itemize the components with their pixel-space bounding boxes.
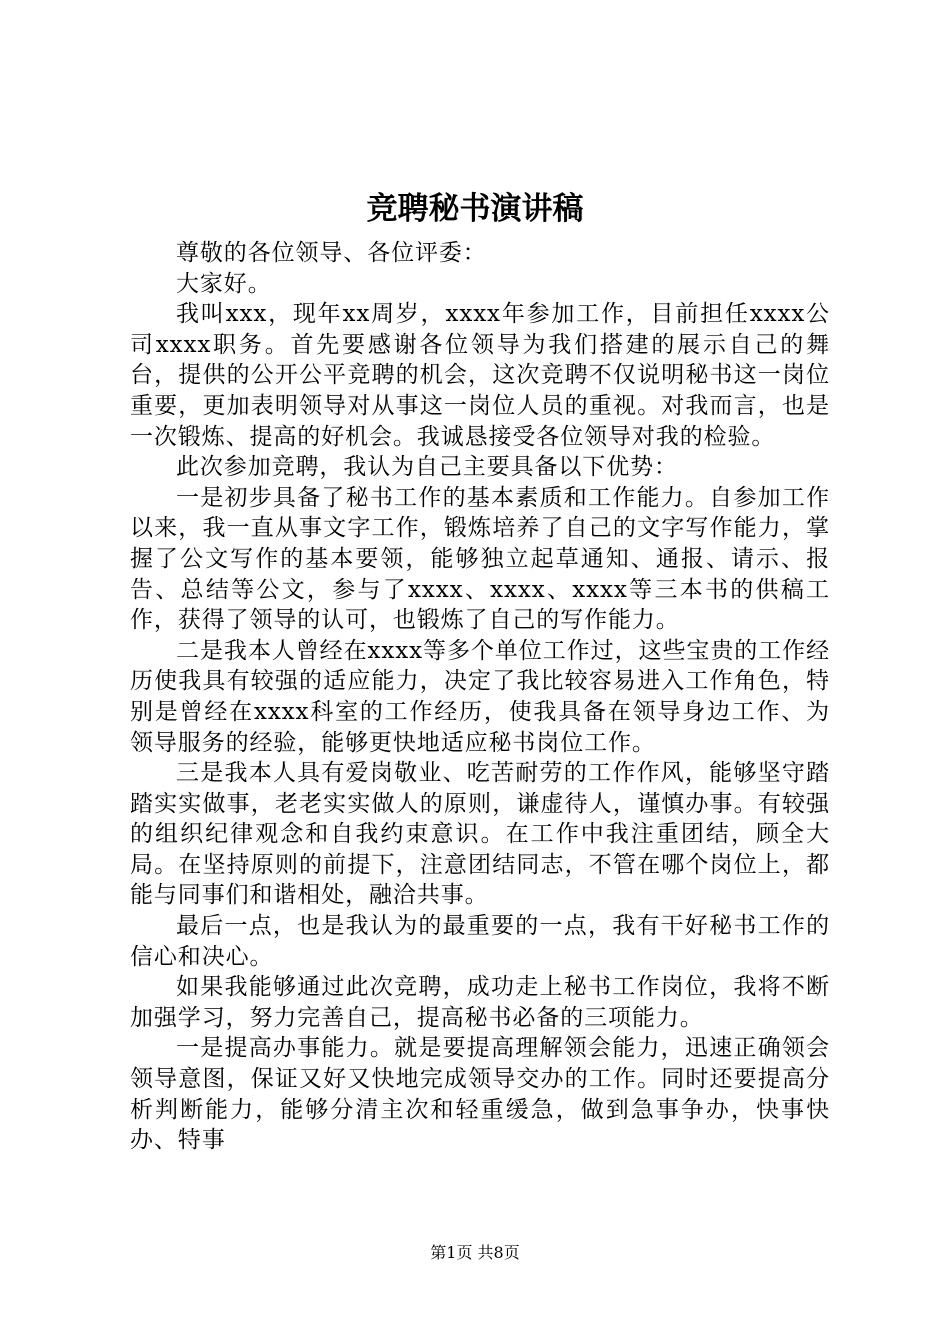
paragraph-advantage-one: 一是初步具备了秘书工作的基本素质和工作能力。自参加工作以来，我一直从事文字工作，锻炼培养了自己的文字写作能力，掌握了公文写作的基本要领，能够独立起草通知、通报、请示、报告、总结等公文，参与了xxxx、xxxx、xxxx等三本书的供稿工作，获得了领导的认可，也锻炼了自己的写作能力。 — [130, 484, 830, 634]
document-title: 竞聘秘书演讲稿 — [366, 191, 584, 227]
paragraph-plan-intro: 如果我能够通过此次竞聘，成功走上秘书工作岗位，我将不断加强学习，努力完善自己，提高秘书必备的三项能力。 — [130, 974, 830, 1031]
paragraph-advantages-intro: 此次参加竞聘，我认为自己主要具备以下优势： — [176, 454, 678, 481]
paragraph-introduction: 我叫xxx，现年xx周岁，xxxx年参加工作，目前担任xxxx公司xxxx职务。首先要感谢各位领导为我们搭建的展示自己的舞台，提供的公开公平竞聘的机会，这次竞聘不仅说明秘书这一岗位重要，更加表明领导对从事这一岗位人员的重视。对我而言，也是一次锻炼、提高的好机会。我诚恳接受各位领导对我的检验。 — [130, 301, 830, 450]
paragraph-plan-one: 一是提高办事能力。就是要提高理解领会能力，迅速正确领会领导意图，保证又好又快地完成领导交办的工作。同时还要提高分析判断能力，能够分清主次和轻重缓急，做到急事争办，快事快办、特事 — [130, 1035, 830, 1154]
page-number-footer: 第1页 共8页 — [430, 1243, 520, 1262]
paragraph-advantage-three: 三是我本人具有爱岗敬业、吃苦耐劳的工作作风，能够坚守踏踏实实做事，老老实实做人的原则，谦虚待人，谨慎办事。有较强的组织纪律观念和自我约束意识。在工作中我注重团结，顾全大局。在坚持原则的前提下，注意团结同志，不管在哪个岗位上，都能与同事们和谐相处，融洽共事。 — [130, 760, 830, 909]
paragraph-final-point: 最后一点，也是我认为的最重要的一点，我有干好秘书工作的信心和决心。 — [130, 913, 830, 970]
document-body — [130, 238, 830, 1156]
paragraph-advantage-two: 二是我本人曾经在xxxx等多个单位工作过，这些宝贵的工作经历使我具有较强的适应能力，决定了我比较容易进入工作角色，特别是曾经在xxxx科室的工作经历，使我具备在领导身边工作、为领导服务的经验，能够更快地适应秘书岗位工作。 — [130, 637, 830, 756]
paragraph-greeting: 大家好。 — [176, 270, 272, 297]
paragraph-salutation: 尊敬的各位领导、各位评委： — [176, 240, 487, 266]
